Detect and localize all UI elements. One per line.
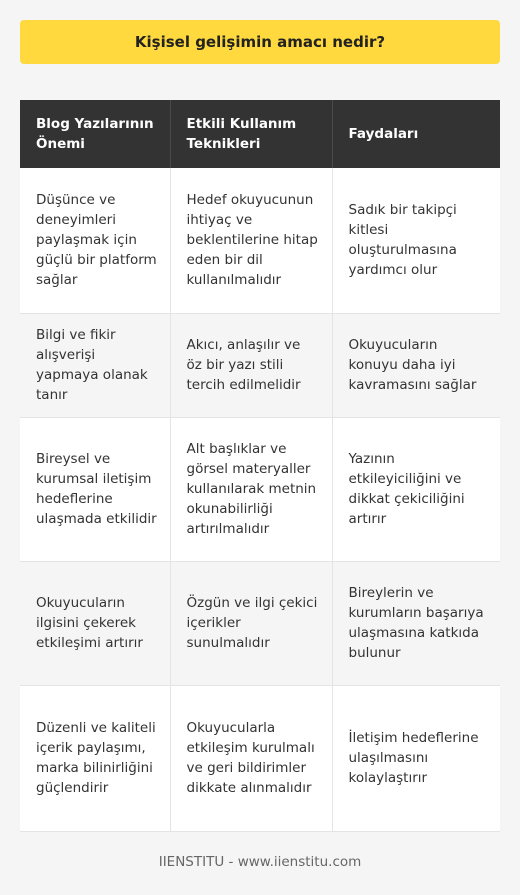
table-cell: Okuyucularla etkileşim kurulmalı ve geri bildirimler dikkate alınmalıdır bbox=[170, 685, 332, 831]
table-cell: Hedef okuyucunun ihtiyaç ve beklentilerine hitap eden bir dil kullanılmalıdır bbox=[170, 168, 332, 313]
table-cell: Alt başlıklar ve görsel materyaller kullanılarak metnin okunabilirliği artırılmalıdır bbox=[170, 417, 332, 561]
table-cell: Düşünce ve deneyimleri paylaşmak için güçlü bir platform sağlar bbox=[20, 168, 170, 313]
table-cell: Yazının etkileyiciliğini ve dikkat çekiciliğini artırır bbox=[332, 417, 500, 561]
header-cell: Blog Yazılarının Önemi bbox=[20, 100, 170, 168]
footer-credit: IIENSTITU - www.iienstitu.com bbox=[158, 854, 362, 870]
table-cell: Akıcı, anlaşılır ve öz bir yazı stili tercih edilmelidir bbox=[170, 313, 332, 417]
table-cell: Okuyucuların konuyu daha iyi kavramasını sağlar bbox=[332, 313, 500, 417]
table-cell: Okuyucuların ilgisini çekerek etkileşimi artırır bbox=[20, 561, 170, 685]
table-cell: Bireylerin ve kurumların başarıya ulaşmasına katkıda bulunur bbox=[332, 561, 500, 685]
table-row bbox=[20, 561, 500, 685]
table-cell: İletişim hedeflerine ulaşılmasını kolaylaştırır bbox=[332, 685, 500, 831]
table-cell: Düzenli ve kaliteli içerik paylaşımı, marka bilinirliğini güçlendirir bbox=[20, 685, 170, 831]
table-cell: Sadık bir takipçi kitlesi oluşturulmasına yardımcı olur bbox=[332, 168, 500, 313]
table-row bbox=[20, 168, 500, 313]
table-cell: Özgün ve ilgi çekici içerikler sunulmalıdır bbox=[170, 561, 332, 685]
page-title: Kişisel gelişimin amacı nedir? bbox=[134, 33, 386, 51]
table-header-row bbox=[20, 100, 500, 168]
header-cell: Faydaları bbox=[332, 100, 500, 168]
table-cell: Bilgi ve fikir alışverişi yapmaya olanak tanır bbox=[20, 313, 170, 417]
table-cell: Bireysel ve kurumsal iletişim hedeflerine ulaşmada etkilidir bbox=[20, 417, 170, 561]
header-cell: Etkili Kullanım Teknikleri bbox=[170, 100, 332, 168]
table-row bbox=[20, 313, 500, 417]
content-table bbox=[20, 100, 500, 832]
title-banner bbox=[20, 20, 500, 64]
table-row bbox=[20, 685, 500, 831]
table-row bbox=[20, 417, 500, 561]
